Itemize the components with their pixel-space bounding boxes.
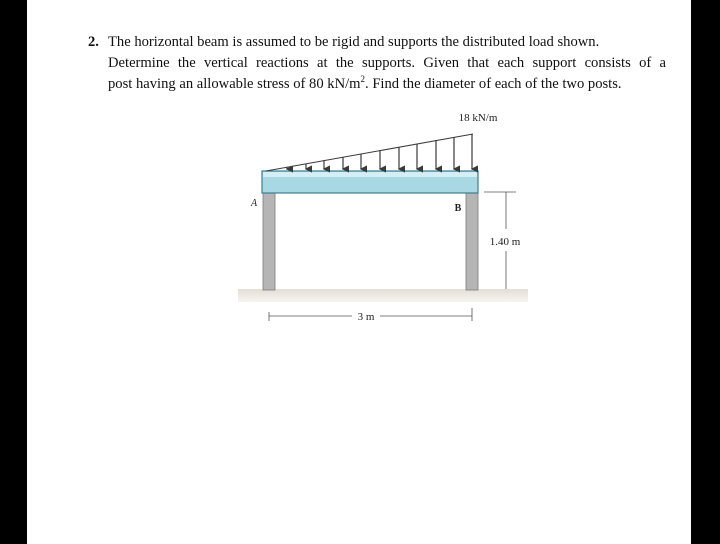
support-b-label: B	[454, 203, 462, 214]
support-a-label: A	[250, 198, 258, 209]
superscript-2: 2	[360, 74, 366, 85]
post-a	[263, 192, 275, 290]
problem-number: 2.	[88, 34, 99, 50]
problem-line-1: The horizontal beam is assumed to be rigid and supports the distributed load shown.	[108, 34, 600, 50]
ground	[238, 289, 528, 302]
beam-highlight	[263, 172, 477, 177]
post-b	[466, 192, 478, 290]
load-label: 18 kN/m	[458, 112, 498, 124]
problem-line-3-start: post having an allowable stress of 80 kN/m	[108, 76, 361, 92]
height-label: 1.40 m	[489, 236, 521, 248]
load-envelope	[266, 134, 473, 171]
problem-line-2: Determine the vertical reactions at the supports. Given that each support consists of a	[108, 55, 666, 71]
problem-line-3-end: . Find the diameter of each of the two posts.	[365, 76, 622, 92]
span-label: 3 m	[357, 311, 375, 323]
